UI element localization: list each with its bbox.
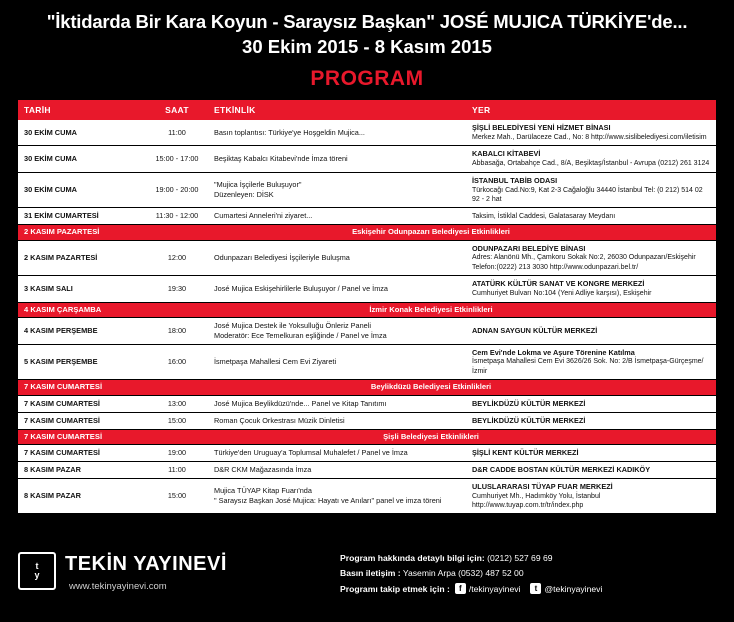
table-body [18, 120, 716, 514]
cell-date: 2 KASIM PAZARTESİ [18, 240, 146, 276]
cell-venue [466, 317, 716, 344]
column-header-venue: YER [466, 100, 716, 120]
cell-venue [466, 444, 716, 461]
twitter-handle[interactable]: @tekinyayinevi [544, 583, 603, 594]
cell-date: 5 KASIM PERŞEMBE [18, 344, 146, 380]
cell-date: 7 KASIM CUMARTESİ [18, 412, 146, 429]
cell-time: 19:00 [146, 444, 208, 461]
venue-title: ATATÜRK KÜLTÜR SANAT VE KONGRE MERKEZİ [472, 279, 645, 289]
venue-detail: Türkocağı Cad.No:9, Kat 2-3 Cağaloğlu 34440 İstanbul Tel: (0 212) 514 02 92 - 2 hat [472, 186, 703, 203]
table-row [18, 120, 716, 146]
cell-event: José Mujica Eskişehirlilerle Buluşuyor / Panel ve İmza [208, 276, 466, 302]
cell-venue [466, 120, 716, 146]
cell-event: Roman Çocuk Orkestrası Müzik Dinletisi [208, 412, 466, 429]
cell-event: Beşiktaş Kabalcı Kitabevi'nde İmza töreni [208, 146, 466, 172]
cell-event: Türkiye'den Uruguay'a Toplumsal Muhalefet / Panel ve İmza [208, 444, 466, 461]
venue-title: ULUSLARARASI TÜYAP FUAR MERKEZİ [472, 481, 613, 491]
cell-venue [466, 461, 716, 478]
section-date: 4 KASIM ÇARŞAMBA [18, 302, 146, 317]
venue-title: BEYLİKDÜZÜ KÜLTÜR MERKEZİ [472, 415, 586, 425]
cell-date: 30 EKİM CUMA [18, 172, 146, 208]
contact-phone-row [340, 553, 716, 563]
table-row [18, 344, 716, 380]
cell-venue [466, 172, 716, 208]
cell-venue [466, 146, 716, 172]
table-row [18, 276, 716, 302]
cell-venue [466, 208, 716, 225]
cell-time: 19:00 - 20:00 [146, 172, 208, 208]
cell-time: 11:00 [146, 120, 208, 146]
cell-date: 4 KASIM PERŞEMBE [18, 317, 146, 344]
contact-block [318, 550, 716, 599]
cell-venue [466, 276, 716, 302]
venue-title: İSTANBUL TABİB ODASI [472, 175, 558, 185]
cell-event: Cumartesi Anneleri'ni ziyaret... [208, 208, 466, 225]
venue-title: ŞİŞLİ BELEDİYESİ YENİ HİZMET BİNASI [472, 123, 611, 133]
cell-event: José Mujica Beylikdüzü'nde... Panel ve Kitap Tanıtımı [208, 395, 466, 412]
cell-time: 11:30 - 12:00 [146, 208, 208, 225]
venue-title: ADNAN SAYGUN KÜLTÜR MERKEZİ [472, 325, 598, 335]
table-header [18, 100, 716, 120]
section-date: 2 KASIM PAZARTESİ [18, 225, 146, 240]
venue-detail: Cumhuriyet Bulvarı No:104 (Yeni Adliye karşısı), Eskişehir [472, 290, 652, 298]
venue-detail: Cumhuriyet Mh., Hadımköy Yolu, İstanbul http://www.tuyap.com.tr/tr/index.php [472, 492, 601, 510]
press-contact-row [340, 568, 716, 578]
follow-label: Programı takip etmek için : [340, 583, 450, 594]
logo-letter-y: y [34, 570, 40, 580]
venue-detail: İsmetpaşa Mahallesi Cem Evi 3626/26 Sok. No: 2/B İsmetpaşa-Gürçeşme/İzmir [472, 358, 704, 375]
table-row [18, 395, 716, 412]
cell-date: 30 EKİM CUMA [18, 146, 146, 172]
venue-title: KABALCI KİTABEVİ [472, 149, 541, 159]
table-header-row [18, 100, 716, 120]
program-table [18, 100, 716, 514]
cell-date: 8 KASIM PAZAR [18, 461, 146, 478]
column-header-time: SAAT [146, 100, 208, 120]
table-section-row [18, 302, 716, 317]
table-row [18, 146, 716, 172]
section-date: 7 KASIM CUMARTESİ [18, 380, 146, 395]
publisher-name: TEKİN YAYINEVİ [65, 553, 227, 575]
logo-letter-t: t [35, 561, 39, 571]
column-header-event: ETKİNLİK [208, 100, 466, 120]
cell-event: İsmetpaşa Mahallesi Cem Evi Ziyareti [208, 344, 466, 380]
table-row [18, 172, 716, 208]
twitter-icon[interactable]: t [530, 583, 541, 594]
cell-time: 19:30 [146, 276, 208, 302]
table-row [18, 317, 716, 344]
poster-header [0, 0, 734, 91]
press-contact-value: Yasemin Arpa (0532) 487 52 00 [402, 568, 524, 578]
section-date: 7 KASIM CUMARTESİ [18, 429, 146, 444]
cell-event: José Mujica Destek ile Yoksulluğu Önleriz Paneli Moderatör: Ece Temelkuran eşliğinde / Panel ve İmza [208, 317, 466, 344]
table-section-row [18, 380, 716, 395]
publisher-block [18, 550, 318, 599]
venue-title: ŞİŞLİ KENT KÜLTÜR MERKEZİ [472, 447, 579, 457]
poster-title-main: "İktidarda Bir Kara Koyun - Saraysız Başkan" JOSÉ MUJICA TÜRKİYE'de... [46, 11, 688, 32]
tekin-logo-icon [18, 552, 56, 590]
cell-venue [466, 478, 716, 514]
table-section-row [18, 429, 716, 444]
table-row [18, 412, 716, 429]
publisher-website[interactable]: www.tekinyayinevi.com [69, 581, 167, 592]
venue-detail: Taksim, İstiklal Caddesi, Galatasaray Meydanı [472, 212, 616, 220]
cell-time: 12:00 [146, 240, 208, 276]
poster-footer [0, 544, 734, 622]
cell-event: "Mujica İşçilerle Buluşuyor" Düzenleyen: DİSK [208, 172, 466, 208]
venue-detail: Adres: Alanönü Mh., Çamkoru Sokak No:2, 26030 Odunpazarı/Eskişehir [472, 254, 696, 262]
cell-date: 3 KASIM SALI [18, 276, 146, 302]
venue-title: ODUNPAZARI BELEDİYE BİNASI [472, 243, 586, 253]
contact-phone-label: Program hakkında detaylı bilgi için: [340, 553, 485, 563]
table-row [18, 478, 716, 514]
section-label: Eskişehir Odunpazarı Belediyesi Etkinlikleri [146, 225, 716, 240]
facebook-handle[interactable]: /tekinyayinevi [468, 583, 521, 594]
facebook-icon[interactable]: f [455, 583, 466, 594]
section-label: İzmir Konak Belediyesi Etkinlikleri [146, 302, 716, 317]
venue-detail: Telefon:(0222) 213 3030 http://www.odunpazari.bel.tr/ [472, 263, 639, 271]
cell-time: 13:00 [146, 395, 208, 412]
cell-date: 7 KASIM CUMARTESİ [18, 444, 146, 461]
cell-time: 15:00 [146, 412, 208, 429]
cell-time: 15:00 [146, 478, 208, 514]
cell-time: 15:00 - 17:00 [146, 146, 208, 172]
table-row [18, 461, 716, 478]
contact-phone-value: (0212) 527 69 69 [487, 553, 553, 563]
venue-title: D&R CADDE BOSTAN KÜLTÜR MERKEZİ KADIKÖY [472, 464, 651, 474]
venue-detail: Abbasağa, Ortabahçe Cad., 8/A, Beşiktaş/İstanbul - Avrupa (0212) 261 3124 [472, 160, 710, 168]
cell-venue [466, 344, 716, 380]
section-label: Şişli Belediyesi Etkinlikleri [146, 429, 716, 444]
section-label: Beylikdüzü Belediyesi Etkinlikleri [146, 380, 716, 395]
cell-event: Mujica TÜYAP Kitap Fuarı'nda " Saraysız Başkan José Mujica: Hayatı ve Anıları" panel ve imza töreni [208, 478, 466, 514]
cell-date: 30 EKİM CUMA [18, 120, 146, 146]
cell-date: 31 EKİM CUMARTESİ [18, 208, 146, 225]
cell-event: Basın toplantısı: Türkiye'ye Hoşgeldin Mujica... [208, 120, 466, 146]
social-row [340, 583, 716, 594]
table-row [18, 240, 716, 276]
press-contact-label: Basın iletişim : [340, 568, 401, 578]
column-header-date: TARİH [18, 100, 146, 120]
cell-time: 11:00 [146, 461, 208, 478]
cell-venue [466, 240, 716, 276]
program-table-wrapper [18, 100, 716, 514]
program-heading: PROGRAM [310, 67, 424, 91]
table-section-row [18, 225, 716, 240]
cell-venue [466, 412, 716, 429]
table-row [18, 444, 716, 461]
cell-venue [466, 395, 716, 412]
venue-detail: Merkez Mah., Darülaceze Cad., No: 8 http://www.sislibelediyesi.com/iletisim [472, 133, 707, 141]
cell-event: D&R CKM Mağazasında İmza [208, 461, 466, 478]
cell-event: Odunpazarı Belediyesi İşçileriyle Buluşma [208, 240, 466, 276]
table-row [18, 208, 716, 225]
cell-date: 8 KASIM PAZAR [18, 478, 146, 514]
cell-date: 7 KASIM CUMARTESİ [18, 395, 146, 412]
venue-title: BEYLİKDÜZÜ KÜLTÜR MERKEZİ [472, 398, 586, 408]
cell-time: 16:00 [146, 344, 208, 380]
venue-title: Cem Evi'nde Lokma ve Aşure Törenine Katılma [472, 347, 635, 357]
poster-title-dates: 30 Ekim 2015 - 8 Kasım 2015 [242, 36, 492, 58]
cell-time: 18:00 [146, 317, 208, 344]
